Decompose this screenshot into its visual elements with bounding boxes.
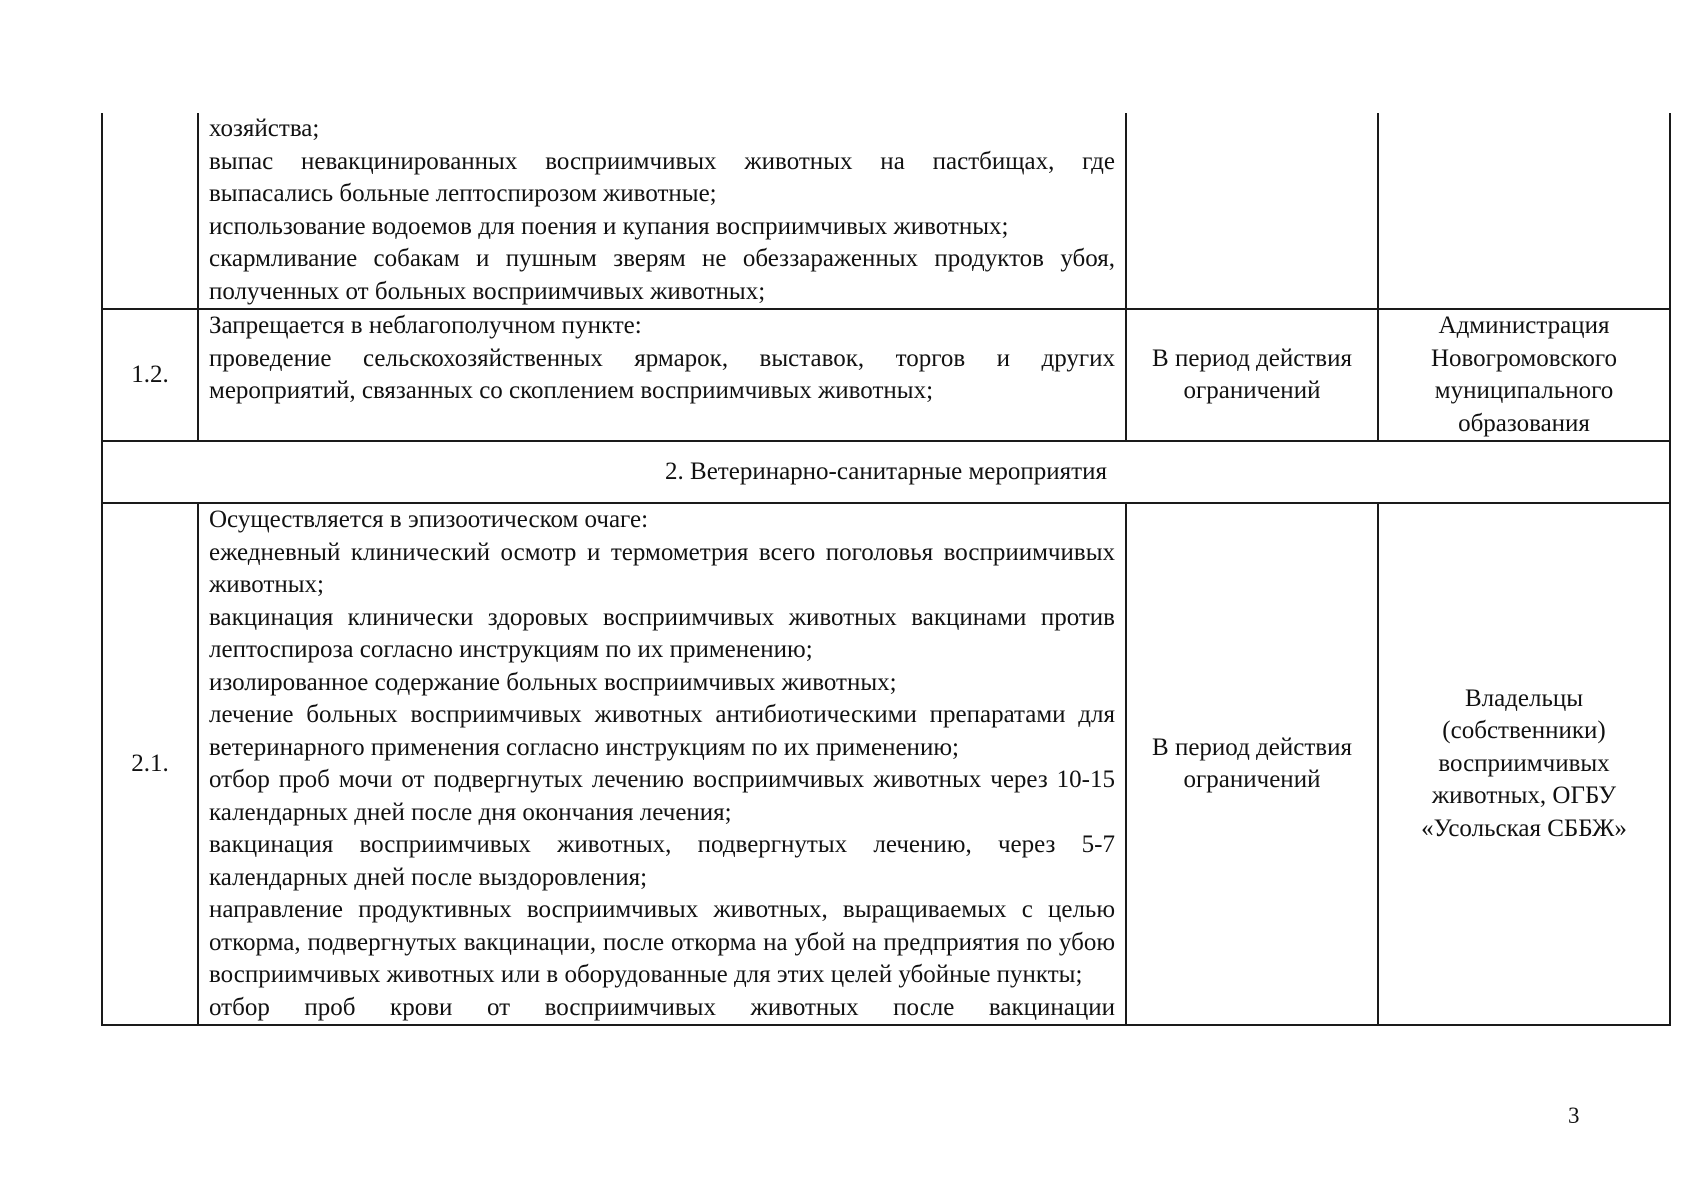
measure-line: изолированное содержание больных восприимчивых животных; xyxy=(209,668,897,696)
measures-cell xyxy=(198,113,1126,309)
period-cell-empty xyxy=(1126,113,1378,309)
measures-table xyxy=(101,113,1671,1026)
measure-line: выпас невакцинированных восприимчивых животных на пастбищах, где выпасались больные лептоспирозом животные; xyxy=(209,147,1115,207)
measure-line: Запрещается в неблагополучном пункте: xyxy=(209,312,642,339)
table-row-1-2 xyxy=(102,309,1670,441)
measure-line: ежедневный клинический осмотр и термометрия всего поголовья восприимчивых животных; xyxy=(209,538,1115,598)
measure-line: проведение сельскохозяйственных ярмарок, выставок, торгов и других мероприятий, связанных со скоплением восприимчивых животных; xyxy=(209,344,1115,404)
measure-line: вакцинация клинически здоровых восприимчивых животных вакцинами против лептоспироза согласно инструкциям по их применению; xyxy=(209,603,1115,663)
page-number: 3 xyxy=(1568,1103,1580,1128)
row-number: 1.2. xyxy=(102,309,198,441)
measure-line: Осуществляется в эпизоотическом очаге: xyxy=(209,506,649,533)
period-cell: В период действия ограничений xyxy=(1126,503,1378,1025)
measure-line: вакцинация восприимчивых животных, подвергнутых лечению, через 5-7 календарных дней после выздоровления; xyxy=(209,831,1115,891)
measure-line: хозяйства; xyxy=(209,115,320,142)
measure-line: лечение больных восприимчивых животных антибиотическими препаратами для ветеринарного применения согласно инструкциям по их применению; xyxy=(209,701,1115,761)
row-number: 2.1. xyxy=(102,503,198,1025)
measures-cell xyxy=(198,309,1126,441)
section-header-row xyxy=(102,441,1670,503)
period-cell: В период действия ограничений xyxy=(1126,309,1378,441)
responsible-cell: Владельцы (собственники) восприимчивых животных, ОГБУ «Усольская СББЖ» xyxy=(1378,503,1670,1025)
responsible-cell: Администрация Новогромовского муниципального образования xyxy=(1378,309,1670,441)
section-title: 2. Ветеринарно-санитарные мероприятия xyxy=(102,441,1670,503)
num-cell-empty xyxy=(102,113,198,309)
responsible-cell-empty xyxy=(1378,113,1670,309)
measure-line: скармливание собакам и пушным зверям не обеззараженных продуктов убоя, полученных от больных восприимчивых животных; xyxy=(209,245,1115,305)
table-row-1-1-continued xyxy=(102,113,1670,309)
table-row-2-1 xyxy=(102,503,1670,1025)
measure-line: отбор проб крови от восприимчивых животных после вакцинации xyxy=(209,993,1115,1021)
measures-cell xyxy=(198,503,1126,1025)
measure-line: направление продуктивных восприимчивых животных, выращиваемых с целью откорма, подвергнутых вакцинации, после откорма на убой на предприятия по убою восприимчивых животных или в оборудованные для этих целей убойные пункты; xyxy=(209,896,1115,988)
measure-line: отбор проб мочи от подвергнутых лечению восприимчивых животных через 10-15 календарных дней после дня окончания лечения; xyxy=(209,766,1115,826)
measure-line: использование водоемов для поения и купания восприимчивых животных; xyxy=(209,212,1009,240)
